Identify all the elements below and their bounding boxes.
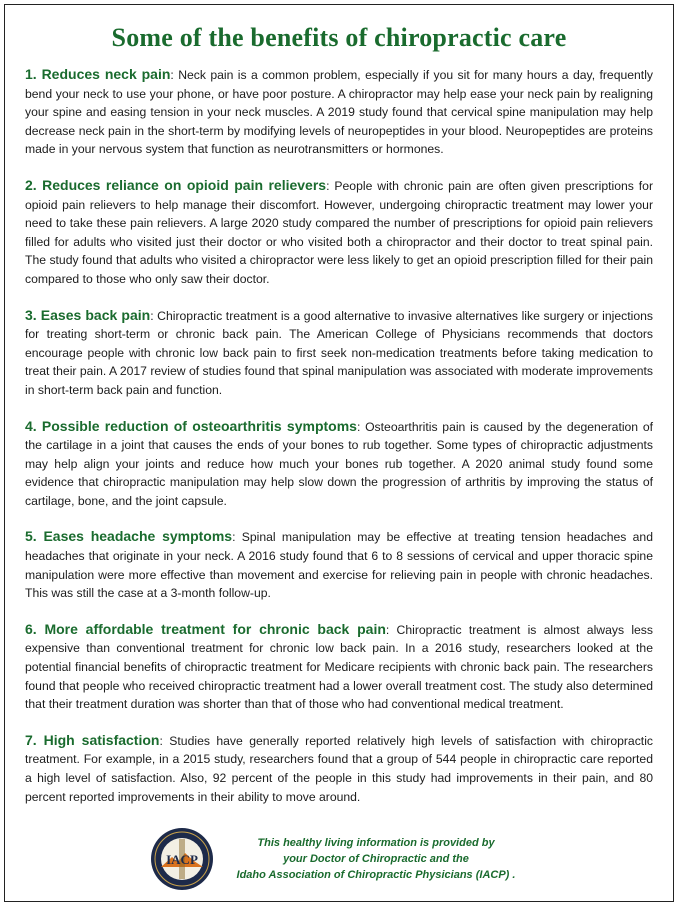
footer-credit — [226, 835, 526, 883]
benefit-heading: 3. Eases back pain — [25, 306, 151, 323]
footer — [150, 825, 550, 895]
footer-line-2: your Doctor of Chiropractic and the — [283, 853, 469, 865]
benefit-item-4 — [25, 417, 653, 511]
benefit-heading: 7. High satisfaction — [25, 731, 160, 748]
benefit-body: : Neck pain is a common problem, especially if you sit for many hours a day, frequently bend your neck to use your phone, or have poor posture. A chiropractor may help ease your neck pain by realigning your spine and easing tension in your neck muscles. A 2019 study found that cervical spine manipulation may help decrease neck pain in the short-term by modifying levels of neuropeptides in your blood. Neuropeptides are proteins made in your nervous system that function as neurotransmitters or hormones. — [25, 68, 653, 157]
benefit-item-3 — [25, 306, 653, 400]
benefit-item-6 — [25, 620, 653, 714]
benefit-heading: 6. More affordable treatment for chronic back pain — [25, 620, 386, 637]
benefit-heading: 5. Eases headache symptoms — [25, 528, 233, 545]
benefit-item-7 — [25, 731, 653, 806]
benefit-heading: 2. Reduces reliance on opioid pain relievers — [25, 176, 327, 193]
benefit-item-5 — [25, 527, 653, 602]
footer-line-1: This healthy living information is provided by — [257, 837, 495, 849]
benefit-body: : Osteoarthritis pain is caused by the degeneration of the cartilage in a joint that causes the ends of your bones to rub together. Some types of chiropractic adjustments may help align your joints and reduce how much your bones rub together. A 2020 animal study found some evidence that chiropractic manipulation may help slow down the progression of arthritis by improving the status of cartilage, bone, and the joint capsule. — [25, 419, 653, 508]
benefit-body: : Spinal manipulation may be effective at treating tension headaches and headaches that originate in your neck. A 2016 study found that 6 to 8 sessions of cervical and upper thoracic spine manipulation were more effective than movement and exercise for relieving pain in people with chronic headaches. This was still the case at a 3-month follow-up. — [25, 530, 653, 601]
benefit-item-2 — [25, 176, 653, 289]
benefit-body: : Chiropractic treatment is a good alternative to invasive alternatives like surgery or injections for treating short-term or chronic back pain. The American College of Physicians recommends that doctors encourage people with chronic low back pain to first seek non-medication treatments before taking medication to treat their pain. A 2017 review of studies found that spinal manipulation was associated with moderate improvements in short-term back pain and function. — [25, 308, 654, 397]
benefit-body: : People with chronic pain are often given prescriptions for opioid pain relievers to help manage their discomfort. However, undergoing chiropractic treatment may lower your need to take these pain relievers. A large 2020 study compared the number of prescriptions for opioid pain relievers filled for adults who visited just their doctor or who visited both a chiropractor and their doctor to treat spinal pain. The study found that adults who visited a chiropractor were less likely to get an opioid prescription filled for their pain compared to those who only saw their doctor. — [25, 178, 654, 286]
benefit-heading: 4. Possible reduction of osteoarthritis symptoms — [25, 417, 357, 434]
seal-text: IACP — [166, 852, 198, 867]
benefit-body: : Studies have generally reported relatively high levels of satisfaction with chiropractic treatment. For example, in a 2015 study, researchers found that a group of 544 people in chiropractic care reported a high level of satisfaction. Also, 92 percent of the people in this study had improvements in their pain, and 80 percent reported improvements in their ability to move around. — [25, 733, 653, 804]
benefits-list — [25, 65, 653, 823]
benefit-item-1 — [25, 65, 653, 159]
flyer-page — [4, 4, 674, 902]
benefit-heading: 1. Reduces neck pain — [25, 66, 171, 82]
footer-line-3: Idaho Association of Chiropractic Physicians (IACP) . — [236, 869, 516, 881]
iacp-seal-icon — [150, 827, 214, 891]
page-title: Some of the benefits of chiropractic care — [111, 23, 567, 52]
benefit-body: : Chiropractic treatment is almost always less expensive than conventional treatment for chronic low back pain. In a 2016 study, researchers looked at the potential financial benefits of chiropractic treatment for Medicare recipients with chronic back pain. The researchers found that people who received chiropractic treatment had a lower overall treatment cost. The study also determined that their treatment duration was shorter than that of those who had conventional medical treatment. — [25, 622, 653, 712]
